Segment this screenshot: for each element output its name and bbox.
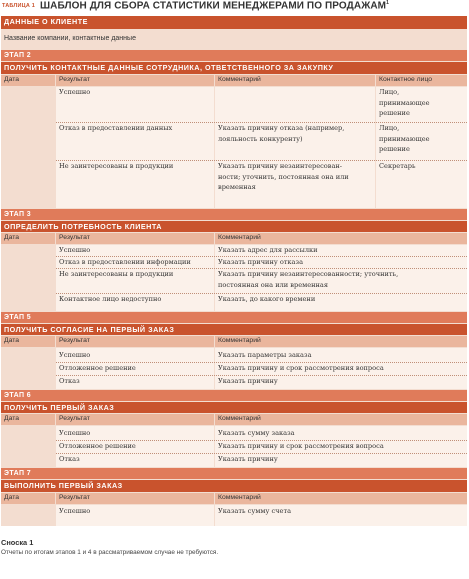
stage2-heading: ПОЛУЧИТЬ КОНТАКТНЫЕ ДАННЫЕ СОТРУДНИКА, ОТВЕТСТВЕННОГО ЗА ЗАКУПКУ — [1, 62, 467, 74]
stage2-result-col — [56, 87, 214, 208]
stage3-grid — [1, 233, 467, 311]
stage2-contact-1-line-1: Лицо, — [379, 88, 400, 96]
stage5-comment-1: Указать параметры заказа — [218, 351, 312, 359]
stage6-heading: ПОЛУЧИТЬ ПЕРВЫЙ ЗАКАЗ — [1, 402, 467, 413]
stage6-divider-1 — [56, 440, 467, 441]
stage3-col-result: Результат — [56, 233, 214, 244]
stage3-comment-col — [215, 245, 467, 311]
stage5-col-comment: Комментарий — [215, 336, 467, 347]
stage6-col-comment: Комментарий — [215, 414, 467, 425]
stage6-date-cell — [1, 426, 55, 467]
stage2-result-1: Успешно — [59, 88, 91, 96]
stage2-contact-1-line-3: решение — [379, 109, 410, 117]
table-number-tag: ТАБЛИЦА 1 — [2, 3, 35, 9]
stage6-result-3: Отказ — [59, 455, 80, 463]
stage3-comment-2: Указать причину отказа — [218, 258, 304, 266]
stage5-result-2: Отложенное решение — [59, 364, 136, 372]
stage2-divider-1 — [56, 122, 467, 123]
stage7-grid — [1, 493, 467, 526]
stage7-comment-1: Указать сумму счета — [218, 507, 292, 515]
title-footnote-mark: 1 — [386, 0, 389, 6]
stage6-comment-1: Указать сумму заказа — [218, 429, 295, 437]
table-header — [2, 0, 467, 15]
stage2-comment-3-line-1: Указать причину незаинтересован- — [218, 162, 343, 170]
stage3-comment-4: Указать, до какого времени — [218, 295, 316, 303]
stage2-grid — [1, 75, 467, 208]
stage6-result-2: Отложенное решение — [59, 442, 136, 450]
stage2-contact-3 — [379, 161, 416, 172]
stage6-grid — [1, 414, 467, 467]
stage5-comment-2: Указать причину и срок рассмотрения вопроса — [218, 364, 384, 372]
stage2-col-date: Дата — [1, 75, 55, 86]
stage3-comment-3-line-2: постоянная она или временная — [218, 280, 329, 289]
stage5-label: ЭТАП 5 — [1, 312, 467, 323]
stage2-contact-col — [376, 87, 467, 208]
stage2-contact-2-line-1: Лицо, — [379, 124, 400, 132]
footnote-text: Отчеты по итогам этапов 1 и 4 в рассматриваемом случае не требуются. — [1, 549, 219, 556]
stage6-label: ЭТАП 6 — [1, 390, 467, 401]
client-row: Название компании, контактные данные — [1, 30, 467, 48]
stage6-col-date: Дата — [1, 414, 55, 425]
stage3-divider-3 — [56, 293, 467, 294]
stage7-comment-col — [215, 505, 467, 526]
stage5-divider-1 — [56, 362, 467, 363]
stage3-comment-1: Указать адрес для рассылки — [218, 246, 318, 254]
stage2-divider-2 — [56, 160, 467, 161]
stage2-label: ЭТАП 2 — [1, 50, 467, 61]
client-heading: ДАННЫЕ О КЛИЕНТЕ — [1, 16, 467, 29]
stage2-contact-2-line-3: решение — [379, 145, 410, 153]
stage2-contact-2-line-2: принимающее — [379, 134, 430, 143]
stage3-divider-2 — [56, 268, 467, 269]
stage6-divider-2 — [56, 453, 467, 454]
stage5-result-col — [56, 348, 214, 389]
stage2-contact-2 — [379, 123, 430, 155]
table-title — [40, 0, 389, 11]
statistics-table — [1, 16, 467, 526]
stage2-contact-3-line-1: Секретарь — [379, 162, 416, 170]
stage6-comment-3: Указать причину — [218, 455, 278, 463]
stage3-label: ЭТАП 3 — [1, 209, 467, 220]
stage7-heading: ВЫПОЛНИТЬ ПЕРВЫЙ ЗАКАЗ — [1, 480, 467, 492]
stage2-comment-2-line-1: Указать причину отказа (например, — [218, 124, 345, 132]
stage2-comment-3 — [218, 161, 349, 193]
stage6-comment-2: Указать причину и срок рассмотрения вопроса — [218, 442, 384, 450]
stage2-comment-col — [215, 87, 375, 208]
table-title-text: ШАБЛОН ДЛЯ СБОРА СТАТИСТИКИ МЕНЕДЖЕРАМИ ПО ПРОДАЖАМ — [40, 0, 387, 12]
stage3-col-date: Дата — [1, 233, 55, 244]
stage2-comment-2-line-2: лояльность конкуренту) — [218, 134, 303, 143]
stage3-result-3: Не заинтересованы в продукции — [59, 270, 174, 278]
stage3-col-comment: Комментарий — [215, 233, 467, 244]
stage5-divider-2 — [56, 375, 467, 376]
stage7-date-cell — [1, 505, 55, 526]
stage3-comment-3 — [218, 269, 398, 290]
stage6-comment-col — [215, 426, 467, 467]
stage2-col-comment: Комментарий — [215, 75, 375, 86]
stage5-date-cell — [1, 348, 55, 389]
stage5-col-date: Дата — [1, 336, 55, 347]
stage2-col-result: Результат — [56, 75, 214, 86]
stage6-result-col — [56, 426, 214, 467]
stage7-col-comment: Комментарий — [215, 493, 467, 504]
stage5-heading: ПОЛУЧИТЬ СОГЛАСИЕ НА ПЕРВЫЙ ЗАКАЗ — [1, 324, 467, 335]
stage7-label: ЭТАП 7 — [1, 468, 467, 479]
stage3-result-4: Контактное лицо недоступно — [59, 295, 162, 303]
stage3-comment-3-line-1: Указать причину незаинтересованности; уточнить, — [218, 270, 399, 278]
stage2-result-2: Отказ в предоставлении данных — [59, 124, 173, 132]
footnote — [1, 538, 218, 557]
stage3-result-2: Отказ в предоставлении информации — [59, 258, 191, 266]
stage6-result-1: Успешно — [59, 429, 91, 437]
stage2-comment-3-line-3: временная — [218, 183, 256, 191]
stage2-result-3: Не заинтересованы в продукции — [59, 162, 174, 170]
stage7-col-result: Результат — [56, 493, 214, 504]
stage3-heading: ОПРЕДЕЛИТЬ ПОТРЕБНОСТЬ КЛИЕНТА — [1, 221, 467, 232]
stage5-grid — [1, 336, 467, 389]
stage5-col-result: Результат — [56, 336, 214, 347]
stage2-contact-1 — [379, 87, 430, 119]
stage7-result-col — [56, 505, 214, 526]
stage2-date-cell — [1, 87, 55, 208]
stage5-comment-3: Указать причину — [218, 377, 278, 385]
stage3-date-cell — [1, 245, 55, 311]
stage2-col-contact: Контактное лицо — [376, 75, 467, 86]
stage2-comment-2 — [218, 123, 344, 144]
stage7-col-date: Дата — [1, 493, 55, 504]
stage5-comment-col — [215, 348, 467, 389]
stage3-result-1: Успешно — [59, 246, 91, 254]
stage5-result-1: Успешно — [59, 351, 91, 359]
footnote-title: Сноска 1 — [1, 538, 34, 547]
stage3-result-col — [56, 245, 214, 311]
stage5-result-3: Отказ — [59, 377, 80, 385]
stage2-comment-3-line-2: ности; уточнить, постоянная она или — [218, 172, 349, 181]
stage6-col-result: Результат — [56, 414, 214, 425]
stage2-contact-1-line-2: принимающее — [379, 98, 430, 107]
stage3-divider-1 — [56, 256, 467, 257]
stage7-result-1: Успешно — [59, 507, 91, 515]
